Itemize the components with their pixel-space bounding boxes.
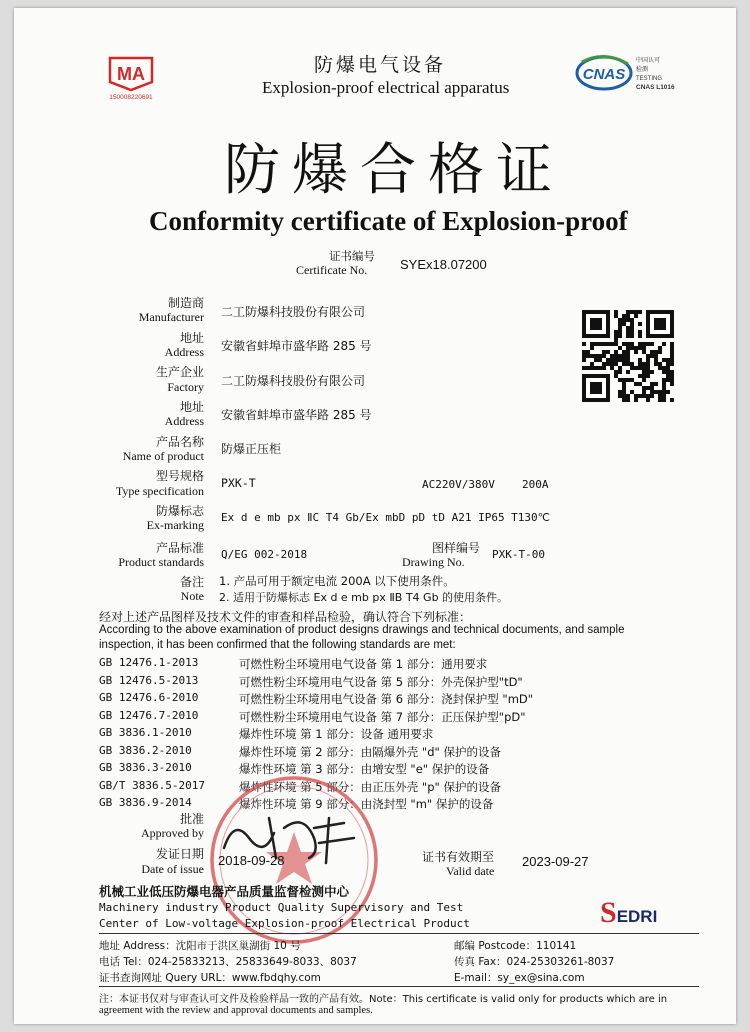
- cnas-line2: 检测: [636, 66, 649, 73]
- standard-desc: 爆炸性环境 第 2 部分：由隔爆外壳 "d" 保护的设备: [239, 744, 501, 759]
- product-label-cn: 产品名称: [155, 435, 204, 449]
- standard-row: [99, 674, 619, 692]
- manufacturer-label-cn: 制造商: [167, 296, 204, 310]
- standard-code: GB 12476.6-2010: [99, 691, 199, 704]
- issuer-cn: 机械工业低压防爆电器产品质量监督检测中心: [99, 884, 350, 899]
- footer-bottom-line: [99, 986, 699, 987]
- marking-label-en: Ex-marking: [146, 518, 204, 532]
- standards-label-en: Product standards: [118, 555, 204, 569]
- title-en-main: Conformity certificate of Explosion-proof: [149, 206, 628, 236]
- standard-row: [99, 691, 619, 709]
- standards-label-cn: 产品标准: [155, 541, 204, 555]
- contact-address: 地址 Address：沈阳市于洪区巢湖街 10 号: [99, 940, 301, 952]
- valid-label-en: Valid date: [446, 864, 495, 878]
- cnas-line3: TESTING: [636, 76, 663, 82]
- title-en-small: Explosion-proof electrical apparatus: [262, 78, 510, 97]
- disclaimer-line2: agreement with the review and approval documents and samples.: [99, 1005, 373, 1016]
- valid-date: 2023-09-27: [522, 854, 589, 869]
- cnas-logo: [574, 48, 694, 98]
- examination-en1: According to the above examination of product designs drawings and technical documents, and sample: [99, 624, 625, 636]
- edri-logo-text: EDRI: [616, 907, 658, 926]
- standard-row: [99, 744, 619, 762]
- cma-logo: [106, 52, 156, 100]
- standards-value: Q/EG 002-2018: [221, 548, 308, 561]
- valid-label-cn: 证书有效期至: [422, 850, 495, 864]
- contact-email: E-mail：sy_ex@sina.com: [454, 972, 585, 984]
- standard-code: GB 12476.7-2010: [99, 708, 199, 722]
- edri-logo-s: S: [600, 896, 617, 929]
- standard-code: GB 3836.9-2014: [99, 796, 192, 809]
- standard-desc: 可燃性粉尘环境用电气设备 第 1 部分：通用要求: [239, 657, 488, 671]
- standard-row: [99, 709, 619, 727]
- issue-label-en: Date of issue: [141, 862, 204, 876]
- factory-label-cn: 生产企业: [155, 365, 204, 379]
- cert-no-value: SYEx18.07200: [400, 257, 487, 272]
- cma-logo-text: MA: [117, 64, 145, 84]
- disclaimer-line1: 注：本证书仅对与审查认可文件及检验样品一致的产品有效。Note：This certificate is valid only for products which are in: [99, 994, 668, 1005]
- standard-code: GB 3836.3-2010: [99, 761, 192, 774]
- type-current: 200A: [522, 478, 549, 491]
- title-cn-small: 防爆电气设备: [314, 54, 447, 76]
- contact-tel: 电话 Tel：024-25833213、25833649-8033、8037: [99, 956, 357, 968]
- factory-label-en: Factory: [167, 380, 204, 394]
- standard-code: GB 12476.1-2013: [99, 656, 199, 669]
- contact-url: 证书查询网址 Query URL：www.fbdqhy.com: [99, 972, 321, 984]
- marking-value: Ex d e mb px ⅡC T4 Gb/Ex mbD pD tD A21 IP65 T130℃: [221, 511, 551, 524]
- approved-label-en: Approved by: [141, 826, 204, 840]
- note-line2: 2. 适用于防爆标志 Ex d e mb px ⅡB T4 Gb 的使用条件。: [219, 591, 509, 604]
- cma-logo-number: 150008220691: [109, 94, 153, 100]
- qr-code: [582, 310, 674, 402]
- edri-logo: [600, 896, 657, 930]
- issuer-en1: Machinery industry Product Quality Supervisory and Test: [99, 901, 464, 914]
- approved-label-cn: 批准: [179, 812, 204, 826]
- type-voltage: AC220V/380V: [422, 478, 495, 491]
- note-label-cn: 备注: [179, 575, 204, 589]
- drawing-label-cn: 图样编号: [432, 541, 481, 555]
- title-cn-main: 防爆合格证: [224, 138, 564, 203]
- note-label-en: Note: [180, 589, 204, 603]
- type-label-en: Type specification: [115, 484, 204, 498]
- product-label-en: Name of product: [122, 449, 204, 463]
- standard-code: GB 3836.1-2010: [99, 726, 192, 739]
- issue-label-cn: 发证日期: [155, 847, 204, 861]
- standard-desc: 爆炸性环境 第 3 部分：由增安型 "e" 保护的设备: [239, 762, 490, 776]
- standard-row: [99, 726, 619, 744]
- issue-date: 2018-09-28: [218, 853, 285, 868]
- standard-desc: 爆炸性环境 第 1 部分：设备 通用要求: [239, 727, 434, 741]
- drawing-label-en: Drawing No.: [402, 555, 465, 569]
- certificate-page: [14, 8, 736, 1024]
- examination-cn: 经对上述产品图样及技术文件的审查和样品检验，确认符合下列标准：: [99, 610, 472, 624]
- drawing-value: PXK-T-00: [492, 548, 545, 561]
- address1-label-en: Address: [164, 345, 204, 359]
- issuer-en2: Center of Low-voltage Explosion-proof Electrical Product: [99, 917, 470, 930]
- footer-top-line: [99, 933, 699, 934]
- factory-value: 二工防爆科技股份有限公司: [221, 374, 366, 388]
- cnas-mark: CNAS: [582, 66, 626, 83]
- manufacturer-label-en: Manufacturer: [138, 310, 204, 324]
- standard-desc: 可燃性粉尘环境用电气设备 第 5 部分：外壳保护型"tD": [239, 674, 523, 689]
- marking-label-cn: 防爆标志: [155, 504, 204, 518]
- address1-value: 安徽省蚌埠市盛华路 285 号: [221, 339, 372, 353]
- note-line1: 1. 产品可用于额定电流 200A 以下使用条件。: [219, 574, 455, 588]
- standard-desc: 可燃性粉尘环境用电气设备 第 7 部分：正压保护型"pD": [239, 709, 526, 724]
- address2-label-en: Address: [164, 414, 204, 428]
- standard-desc: 爆炸性环境 第 9 部分：由浇封型 "m" 保护的设备: [239, 797, 494, 811]
- standard-code: GB/T 3836.5-2017: [99, 778, 205, 792]
- cert-no-label-cn: 证书编号: [329, 249, 375, 263]
- standard-code: GB 12476.5-2013: [99, 673, 199, 687]
- product-value: 防爆正压柜: [221, 442, 282, 456]
- type-label-cn: 型号规格: [155, 469, 204, 483]
- standard-desc: 可燃性粉尘环境用电气设备 第 6 部分：浇封保护型 "mD": [239, 692, 534, 706]
- standard-row: [99, 656, 619, 674]
- address1-label-cn: 地址: [179, 331, 204, 345]
- cnas-line1: 中国认可: [636, 57, 661, 64]
- type-value: PXK-T: [221, 476, 256, 490]
- manufacturer-value: 二工防爆科技股份有限公司: [221, 305, 366, 319]
- standard-desc: 爆炸性环境 第 5 部分：由正压外壳 "p" 保护的设备: [239, 779, 501, 794]
- standard-code: GB 3836.2-2010: [99, 743, 192, 757]
- address2-value: 安徽省蚌埠市盛华路 285 号: [221, 408, 372, 422]
- cnas-line4: CNAS L1016: [636, 84, 675, 91]
- address2-label-cn: 地址: [179, 400, 204, 414]
- contact-postcode: 邮编 Postcode：110141: [454, 940, 577, 952]
- examination-en2: inspection, it has been confirmed that the following standards are met:: [99, 639, 456, 651]
- cert-no-label-en: Certificate No.: [296, 263, 368, 277]
- contact-fax: 传真 Fax：024-25303261-8037: [454, 956, 615, 968]
